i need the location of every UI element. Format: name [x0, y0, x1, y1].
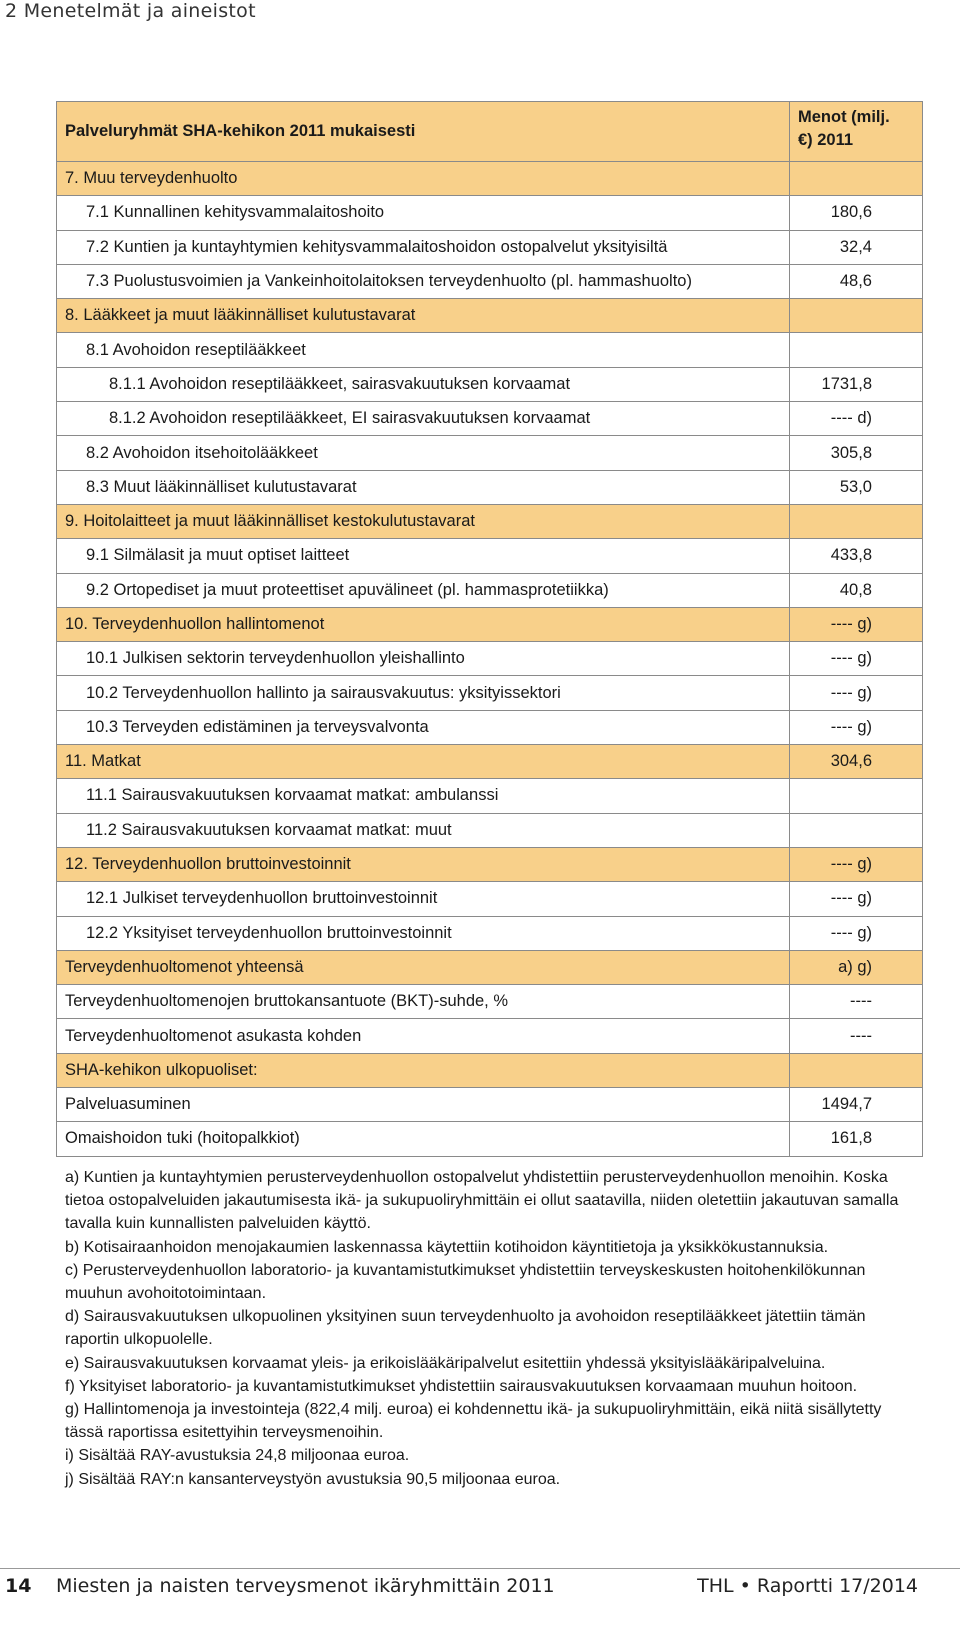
row-value: [790, 162, 923, 196]
table-row: [57, 333, 923, 367]
row-value: ----: [790, 985, 923, 1019]
row-value: 32,4: [790, 230, 923, 264]
row-label: 9. Hoitolaitteet ja muut lääkinnälliset kestokulutustavarat: [57, 504, 790, 538]
table-row: [57, 470, 923, 504]
footnote: e) Sairausvakuutuksen korvaamat yleis- ja erikoislääkäripalvelut esitettiin yhdessä yksityislääkäripalveluina.: [65, 1354, 826, 1372]
row-value: a) g): [790, 950, 923, 984]
table-row: [57, 676, 923, 710]
footnote: i) Sisältää RAY-avustuksia 24,8 miljoonaa euroa.: [65, 1447, 410, 1465]
row-label: 8.1.1 Avohoidon reseptilääkkeet, sairasvakuutuksen korvaamat: [57, 367, 790, 401]
header-label: Palveluryhmät SHA-kehikon 2011 mukaisesti: [57, 102, 790, 162]
table-row: [57, 1088, 923, 1122]
row-value: ----: [790, 1019, 923, 1053]
row-label: 7.2 Kuntien ja kuntayhtymien kehitysvammalaitoshoidon ostopalvelut yksityisiltä: [57, 230, 790, 264]
table-row: [57, 264, 923, 298]
row-label: Terveydenhuoltomenojen bruttokansantuote (BKT)-suhde, %: [57, 985, 790, 1019]
table-header-row: [57, 102, 923, 162]
publication-title: Miesten ja naisten terveysmenot ikäryhmittäin 2011: [56, 1575, 555, 1597]
table-row: [57, 882, 923, 916]
table-footnotes: [65, 1166, 915, 1491]
row-value: ---- g): [790, 847, 923, 881]
table-row: [57, 779, 923, 813]
table-row: [57, 642, 923, 676]
row-value: [790, 299, 923, 333]
table-row: [57, 402, 923, 436]
row-label: 12. Terveydenhuollon bruttoinvestoinnit: [57, 847, 790, 881]
row-label: 8.2 Avohoidon itsehoitolääkkeet: [57, 436, 790, 470]
row-label: 10.3 Terveyden edistäminen ja terveysvalvonta: [57, 710, 790, 744]
row-label: 8.3 Muut lääkinnälliset kulutustavarat: [57, 470, 790, 504]
row-value: 433,8: [790, 539, 923, 573]
row-value: 305,8: [790, 436, 923, 470]
row-value: [790, 504, 923, 538]
footnote: f) Yksityiset laboratorio- ja kuvantamistutkimukset yhdistettiin sairausvakuutuksen korvaamaan muuhun hoitoon.: [65, 1377, 858, 1395]
table-row: [57, 847, 923, 881]
row-label: 8. Lääkkeet ja muut lääkinnälliset kulutustavarat: [57, 299, 790, 333]
row-value: 161,8: [790, 1122, 923, 1156]
table-row: [57, 916, 923, 950]
row-value: [790, 1053, 923, 1087]
row-value: ---- g): [790, 710, 923, 744]
row-value: ---- g): [790, 916, 923, 950]
row-value: 180,6: [790, 196, 923, 230]
table-row: [57, 196, 923, 230]
table-row: [57, 1053, 923, 1087]
row-label: Palveluasuminen: [57, 1088, 790, 1122]
footnote: a) Kuntien ja kuntayhtymien perusterveydenhuollon ostopalvelut yhdistettiin perusterveydenhuollon menoihin. Koska tietoa ostopalveluiden jakautumisesta ikä- ja sukupuoliryhmittäin ei ollut saatavilla, niiden oletettiin jakautuvan samalla tavalla kuin kunnallisten palveluiden käyttö.: [65, 1169, 899, 1233]
row-label: 10.1 Julkisen sektorin terveydenhuollon yleishallinto: [57, 642, 790, 676]
table-row: [57, 504, 923, 538]
table-row: [57, 985, 923, 1019]
page-footer: [0, 1568, 960, 1626]
table-row: [57, 710, 923, 744]
row-label: 11.1 Sairausvakuutuksen korvaamat matkat: ambulanssi: [57, 779, 790, 813]
table-row: [57, 162, 923, 196]
row-value: [790, 779, 923, 813]
row-value: [790, 333, 923, 367]
table-row: [57, 813, 923, 847]
row-label: 8.1 Avohoidon reseptilääkkeet: [57, 333, 790, 367]
row-label: 7.3 Puolustusvoimien ja Vankeinhoitolaitoksen terveydenhuolto (pl. hammashuolto): [57, 264, 790, 298]
footnote: d) Sairausvakuutuksen ulkopuolinen yksityinen suun terveydenhuolto ja avohoidon reseptilääkkeet jätettiin tämän raportin ulkopuolelle.: [65, 1308, 866, 1349]
header-value: Menot (milj. €) 2011: [790, 102, 923, 162]
row-label: 11.2 Sairausvakuutuksen korvaamat matkat: muut: [57, 813, 790, 847]
row-label: 7.1 Kunnallinen kehitysvammalaitoshoito: [57, 196, 790, 230]
row-label: Terveydenhuoltomenot asukasta kohden: [57, 1019, 790, 1053]
row-label: 11. Matkat: [57, 745, 790, 779]
table-row: [57, 1019, 923, 1053]
footnote: j) Sisältää RAY:n kansanterveystyön avustuksia 90,5 miljoonaa euroa.: [65, 1470, 561, 1488]
row-value: 53,0: [790, 470, 923, 504]
table-row: [57, 745, 923, 779]
row-value: 304,6: [790, 745, 923, 779]
table-row: [57, 230, 923, 264]
row-value: ---- g): [790, 607, 923, 641]
row-label: 10. Terveydenhuollon hallintomenot: [57, 607, 790, 641]
page-number: 14: [5, 1575, 32, 1597]
row-value: ---- d): [790, 402, 923, 436]
row-value: 1494,7: [790, 1088, 923, 1122]
row-label: 12.2 Yksityiset terveydenhuollon bruttoinvestoinnit: [57, 916, 790, 950]
table-row: [57, 607, 923, 641]
footnote: g) Hallintomenoja ja investointeja (822,4 milj. euroa) ei kohdennettu ikä- ja sukupuoliryhmittäin, eikä niitä sisällytetty tässä raportissa esitettyihin terveysmenoihin.: [65, 1401, 882, 1442]
footnote: b) Kotisairaanhoidon menojakaumien laskennassa käytettiin kotihoidon käyntitietoja ja yksikkökustannuksia.: [65, 1238, 829, 1256]
row-label: 9.1 Silmälasit ja muut optiset laitteet: [57, 539, 790, 573]
table-row: [57, 950, 923, 984]
row-value: ---- g): [790, 882, 923, 916]
row-value: 1731,8: [790, 367, 923, 401]
table-row: [57, 573, 923, 607]
table-row: [57, 539, 923, 573]
row-label: 12.1 Julkiset terveydenhuollon bruttoinvestoinnit: [57, 882, 790, 916]
sha-expenditure-table: [56, 101, 923, 1157]
row-label: Omaishoidon tuki (hoitopalkkiot): [57, 1122, 790, 1156]
table-row: [57, 367, 923, 401]
table-row: [57, 299, 923, 333]
row-value: 40,8: [790, 573, 923, 607]
row-label: 8.1.2 Avohoidon reseptilääkkeet, EI sairasvakuutuksen korvaamat: [57, 402, 790, 436]
row-value: ---- g): [790, 642, 923, 676]
row-label: Terveydenhuoltomenot yhteensä: [57, 950, 790, 984]
row-label: SHA-kehikon ulkopuoliset:: [57, 1053, 790, 1087]
report-id: THL • Raportti 17/2014: [697, 1575, 918, 1597]
row-value: ---- g): [790, 676, 923, 710]
table-row: [57, 1122, 923, 1156]
row-label: 7. Muu terveydenhuolto: [57, 162, 790, 196]
footnote: c) Perusterveydenhuollon laboratorio- ja kuvantamistutkimukset yhdistettiin terveyskeskusten hoitohenkilökunnan muuhun avohoitotoimintaan.: [65, 1261, 866, 1303]
table-row: [57, 436, 923, 470]
chapter-header: 2 Menetelmät ja aineistot: [5, 0, 256, 22]
row-label: 9.2 Ortopediset ja muut proteettiset apuvälineet (pl. hammasprotetiikka): [57, 573, 790, 607]
row-value: 48,6: [790, 264, 923, 298]
row-label: 10.2 Terveydenhuollon hallinto ja sairausvakuutus: yksityissektori: [57, 676, 790, 710]
row-value: [790, 813, 923, 847]
